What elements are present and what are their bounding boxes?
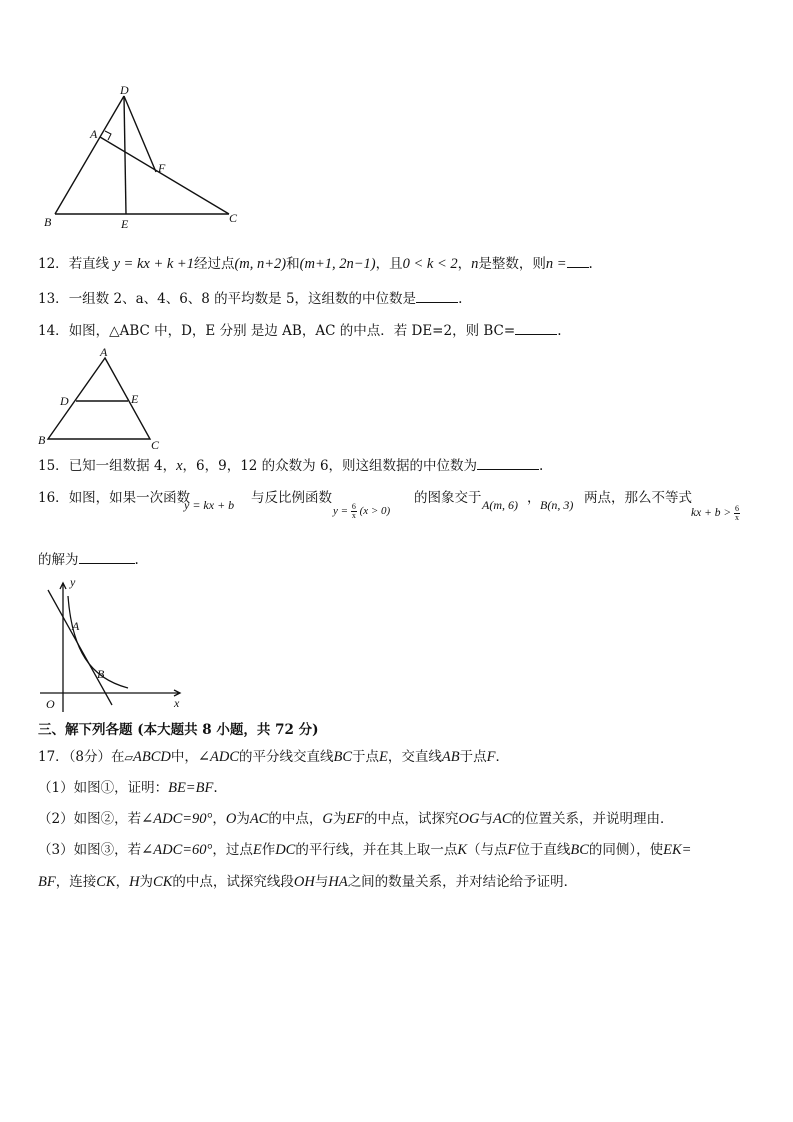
q14-text: 如图，△ABC 中，D，E 分别 是边 AB，AC 的中点．若 DE=2，则 BC= xyxy=(68,323,516,339)
q17-head-t1: 中， xyxy=(170,749,198,765)
q17-s2-g: G xyxy=(322,811,333,827)
q16-text-2: 与反比例函数 xyxy=(251,490,332,506)
section-3-heading: 三、解下列各题 (本大题共 8 小题，共 72 分) xyxy=(38,722,319,738)
q12-condition: 0 < k < 2 xyxy=(402,256,458,272)
q17-subquestion-3-line-1 xyxy=(38,841,691,859)
q15-text-1: 已知一组数据 4， xyxy=(68,458,177,474)
q17-s3-ha: HA xyxy=(328,874,348,890)
q17-e: E xyxy=(379,749,388,765)
q17-s2-og: OG xyxy=(458,811,480,827)
q16-line2-text: 的解为 xyxy=(38,552,79,568)
q16-text-4: 两点，那么不等式 xyxy=(584,490,692,506)
q17-s3-e: E xyxy=(252,842,262,858)
q16-point-A: A(m, 6) xyxy=(482,498,518,512)
q15-end: . xyxy=(539,458,544,474)
q17-s3-t1: ，过点 xyxy=(212,842,253,858)
q16-ineq-den: x xyxy=(734,512,739,522)
q17-s2-ac-2: AC xyxy=(493,811,512,827)
q17-head-t4: ，交直线 xyxy=(387,749,442,765)
q16-point-B: B(n, 3) xyxy=(540,498,574,512)
label-A-16: A xyxy=(72,619,80,633)
q17-s2-t6: 与 xyxy=(479,811,493,827)
q17-s2-t4: 为 xyxy=(332,811,347,827)
label-x-axis: x xyxy=(174,696,180,710)
q17-s3-t4: （与点 xyxy=(467,842,508,858)
q17-angle-adc: ∠ADC xyxy=(197,749,240,765)
label-B-16: B xyxy=(97,667,105,681)
q17-s3-t9: 为 xyxy=(139,874,154,890)
q16-ineq-lhs: kx + b > xyxy=(691,507,732,519)
q12-end: . xyxy=(588,256,593,272)
label-C-top: C xyxy=(229,211,238,225)
q16-text-3: 的图象交于 xyxy=(414,490,482,506)
q17-s3-angle: ∠ADC=60° xyxy=(141,842,213,858)
q17-head-t6: ． xyxy=(495,749,509,765)
q16-linear-function: y = kx + b xyxy=(184,498,235,512)
q17-s3-t10: 的中点，试探究线段 xyxy=(172,874,294,890)
label-A-14: A xyxy=(100,345,108,359)
q17-s3-t2: 作 xyxy=(261,842,276,858)
q17-s2-ef: EF xyxy=(346,811,365,827)
q17-abcd: ABCD xyxy=(133,749,171,765)
q17-s2-o: O xyxy=(225,811,237,827)
q17-s3-t11: 与 xyxy=(314,874,329,890)
q16-comma: ， xyxy=(527,490,541,506)
q17-s2-ac: AC xyxy=(249,811,269,827)
q17-subquestion-1 xyxy=(38,779,218,797)
q12-text-2: 经过点 xyxy=(193,256,235,272)
label-D-top: D xyxy=(120,83,129,97)
label-F-top: F xyxy=(158,161,166,175)
q16-end: . xyxy=(134,552,139,568)
q17-ab: AB xyxy=(441,749,460,765)
label-D-14: D xyxy=(60,394,69,408)
q17-s2-t2: 为 xyxy=(236,811,250,827)
q12-point-2: (m+1, 2n−1) xyxy=(299,256,376,272)
q16-number: 16． xyxy=(38,490,69,506)
q17-s2-t1: ， xyxy=(212,811,226,827)
q17-s3-dc: DC xyxy=(275,842,296,858)
q17-s3-t5: 位于直线 xyxy=(516,842,571,858)
q13-end: . xyxy=(458,291,463,307)
q12-point-1: (m, n+2) xyxy=(234,256,287,272)
q14-end: . xyxy=(557,323,562,339)
q17-s1-label: （1）如图①，证明： xyxy=(38,780,169,796)
label-A-top: A xyxy=(90,127,98,141)
q12-text-4: ，且 xyxy=(375,256,403,272)
q13-number: 13． xyxy=(38,291,69,307)
q17-head-t5: 于点 xyxy=(459,749,487,765)
q17-number: 17． xyxy=(38,749,69,765)
label-E-14: E xyxy=(131,392,139,406)
q17-s3-f: F xyxy=(507,842,517,858)
q14-number: 14． xyxy=(38,323,69,339)
q12-text-6: 是整数，则 xyxy=(478,256,546,272)
q17-s1-end: . xyxy=(213,780,218,796)
q12-text-1: 若直线 xyxy=(68,256,110,272)
q17-s2-angle: ∠ADC=90° xyxy=(141,811,213,827)
label-B-14: B xyxy=(38,433,46,447)
question-17-header xyxy=(38,748,509,767)
label-B-top: B xyxy=(44,215,52,229)
q17-s3-ck-2: CK xyxy=(153,874,173,890)
q17-head-t2: 的平分线交直线 xyxy=(239,749,334,765)
label-C-14: C xyxy=(151,438,160,452)
q12-text-3: 和 xyxy=(286,256,300,272)
q17-s3-t8: ， xyxy=(115,874,130,890)
q17-subquestion-2 xyxy=(38,810,674,828)
q17-s3-t6: 的同侧），使 xyxy=(588,842,664,858)
label-origin: O xyxy=(46,697,55,711)
q16-ineq-num: 6 xyxy=(734,503,739,513)
q13-text: 一组数 2、a、4、6、8 的平均数是 5，这组数的中位数是 xyxy=(68,291,417,307)
q16-inv-lhs: y = xyxy=(333,505,349,517)
q17-head-t3: 于点 xyxy=(352,749,380,765)
q15-x: x xyxy=(176,458,183,474)
q16-inv-cond: (x > 0) xyxy=(359,505,391,517)
q15-text-2: ，6，9，12 的众数为 6，则这组数据的中位数为 xyxy=(182,458,478,474)
q17-s2-label: （2）如图②，若 xyxy=(38,811,142,827)
q17-bc: BC xyxy=(333,749,353,765)
q16-inv-num: 6 xyxy=(351,501,356,511)
q17-s3-t7: ，连接 xyxy=(55,874,97,890)
q17-subquestion-3-line-2 xyxy=(38,873,577,891)
q17-score: （8分）在 xyxy=(68,749,125,765)
q17-s3-ck: CK xyxy=(96,874,116,890)
q12-line-equation: y = kx + k +1 xyxy=(113,256,194,272)
q17-f: F xyxy=(486,749,496,765)
q12-ask: n = xyxy=(545,256,567,272)
label-y-axis: y xyxy=(70,575,76,589)
q17-s2-t7: 的位置关系，并说明理由． xyxy=(511,811,674,827)
q15-number: 15． xyxy=(38,458,69,474)
q16-text-1: 如图，如果一次函数 xyxy=(68,490,191,506)
q12-number: 12． xyxy=(38,256,69,272)
label-E-top: E xyxy=(121,217,129,231)
q17-s3-ek: EK= xyxy=(663,842,692,858)
parallelogram-symbol: ▱ xyxy=(124,751,133,764)
q17-s3-bf: BF xyxy=(38,874,56,890)
q17-s3-t12: 之间的数量关系，并对结论给予证明． xyxy=(347,874,578,890)
q17-s3-h: H xyxy=(129,874,140,890)
q17-s3-k: K xyxy=(457,842,468,858)
q17-s3-bc: BC xyxy=(570,842,589,858)
q16-inv-den: x xyxy=(351,510,356,520)
q17-s2-t5: 的中点，试探究 xyxy=(364,811,459,827)
q17-s3-label: （3）如图③，若 xyxy=(38,842,142,858)
q17-s2-t3: 的中点， xyxy=(268,811,323,827)
q12-n-variable: n xyxy=(471,256,479,272)
q17-s1-equation: BE=BF xyxy=(168,780,214,796)
q17-s3-oh: OH xyxy=(293,874,315,890)
q12-text-5: ， xyxy=(457,256,472,272)
q17-s3-t3: 的平行线，并在其上取一点 xyxy=(295,842,458,858)
